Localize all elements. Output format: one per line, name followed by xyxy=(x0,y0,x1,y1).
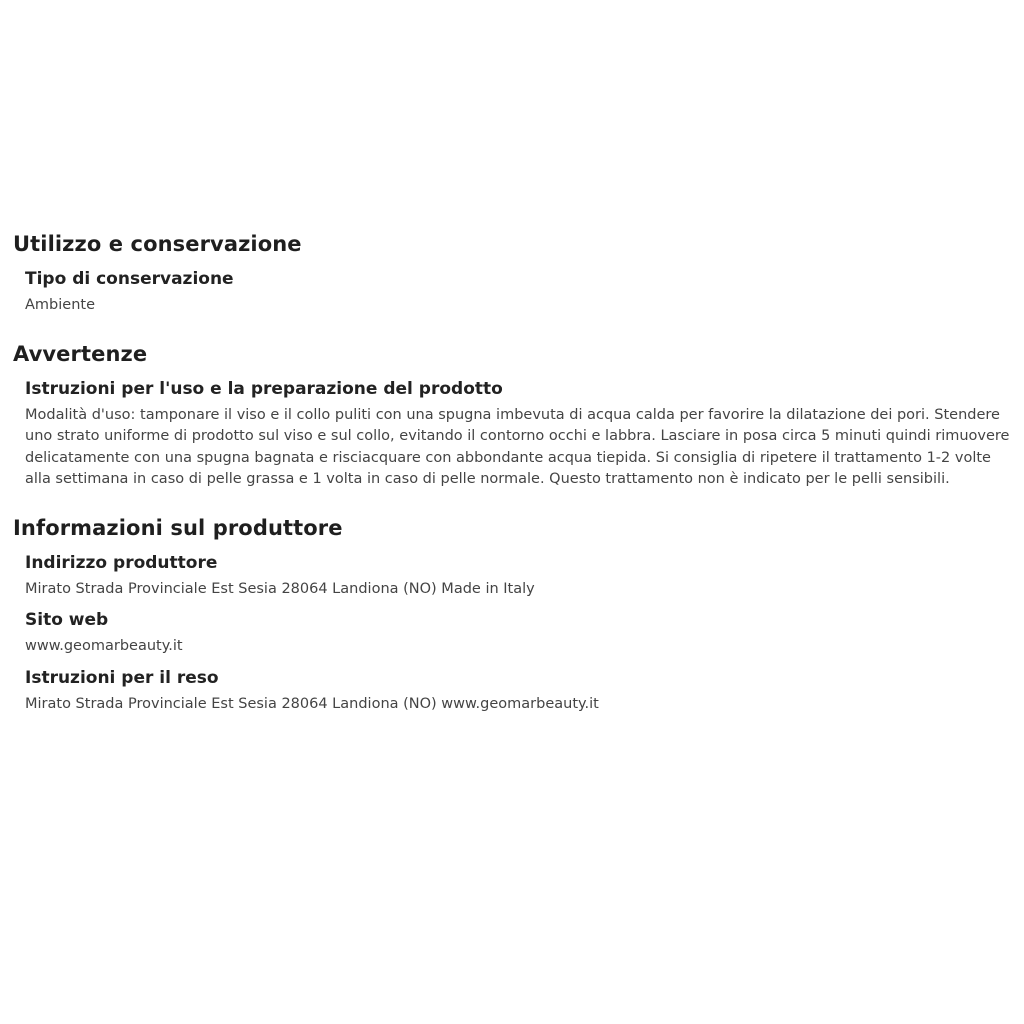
field-return-instructions xyxy=(13,664,1011,716)
section-title: Avvertenze xyxy=(13,341,148,366)
section-usage-storage xyxy=(13,229,1011,317)
field-value: Ambiente xyxy=(25,297,95,313)
field-storage-type xyxy=(13,265,1011,317)
field-website xyxy=(13,606,1011,658)
field-label: Indirizzo produttore xyxy=(25,552,218,573)
field-label: Sito web xyxy=(25,610,109,630)
section-warnings xyxy=(13,339,1011,491)
field-value: Mirato Strada Provinciale Est Sesia 28064 Landiona (NO) www.geomarbeauty.it xyxy=(25,695,599,712)
section-title: Informazioni sul produttore xyxy=(13,515,343,540)
product-info-content xyxy=(13,229,1011,737)
field-usage-instructions xyxy=(13,375,1011,491)
section-title: Utilizzo e conservazione xyxy=(13,232,302,256)
field-value: Modalità d'uso: tamponare il viso e il collo puliti con una spugna imbevuta di acqua calda per favorire la dilatazione dei pori. Stendere uno strato uniforme di prodotto sul viso e sul collo, evitando il contorno occhi e labbra. Lasciare in posa circa 5 minuti quindi rimuovere delicatamente con una spugna bagnata e risciacquare con abbondante acqua tiepida. Si consiglia di ripetere il trattamento 1-2 volte alla settimana in caso di pelle grassa e 1 volta in caso di pelle normale. Questo trattamento non è indicato per le pelli sensibili. xyxy=(25,406,1010,487)
section-manufacturer-info xyxy=(13,513,1011,716)
field-value: Mirato Strada Provinciale Est Sesia 28064 Landiona (NO) Made in Italy xyxy=(25,580,535,597)
field-label: Istruzioni per l'uso e la preparazione del prodotto xyxy=(25,378,503,399)
field-value: www.geomarbeauty.it xyxy=(25,638,183,654)
field-label: Tipo di conservazione xyxy=(25,269,234,289)
field-label: Istruzioni per il reso xyxy=(25,667,219,688)
field-manufacturer-address xyxy=(13,549,1011,601)
